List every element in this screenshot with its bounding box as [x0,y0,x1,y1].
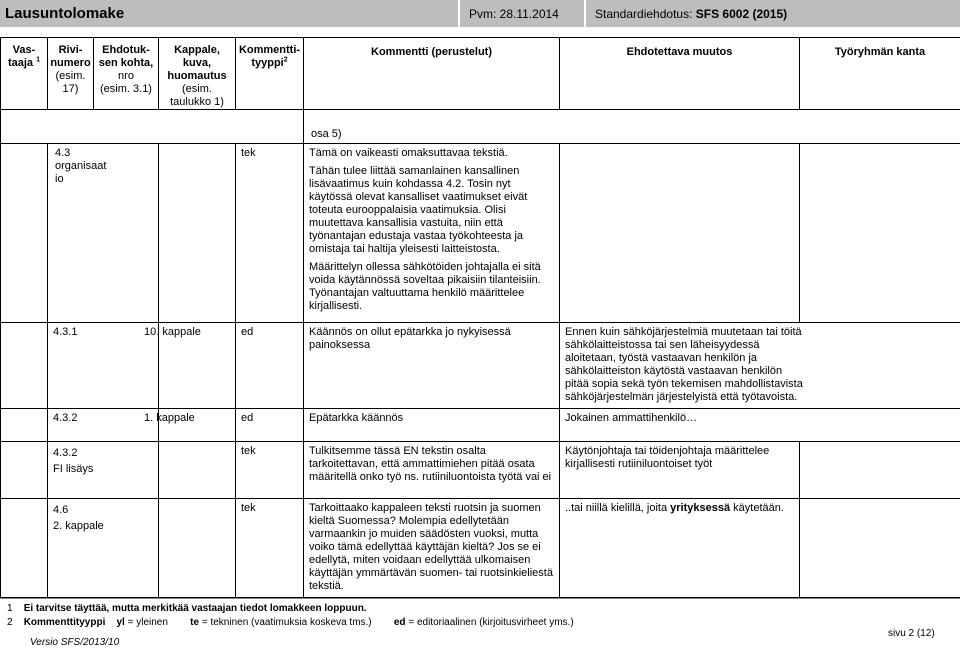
header-ehdotuksen-kohta: Ehdotuk- sen kohta, nro (esim. 3.1) [94,38,159,110]
header-ehdotettava-muutos: Ehdotettava muutos [560,38,800,110]
header-continuation-text: osa 5) [311,128,342,140]
header-tyoryhman-kanta: Työryhmän kanta [800,38,960,110]
cell-change[interactable]: Käytönjohtaja tai töidenjohtaja määrittelee kirjallisesti rutiiniluontoiset työt [560,442,800,499]
cell-type[interactable]: ed [236,409,304,442]
table-row [1,499,960,598]
emphasized-word: yrityksessä [670,502,731,514]
comment-table [0,37,960,598]
cell-comment[interactable]: Tarkoittaako kappaleen teksti ruotsin ja suomen kieltä Suomessa? Molempia edellytetään varmaankin jo muiden säädösten vuoksi, mutta voiko tämä edellyttää käyttäjän kieltä? Jos se ei edellytä, miten voidaan edellyttää ulkomaisen käyttäjän ymmärtävän suomen- tai ruotsinkieliestä tekstiä. [304,499,560,598]
header-kommenttityyppi: Kommentti- tyyppi$^2$ [236,38,304,110]
header-continuation-row [1,110,960,144]
cell-change[interactable]: ..tai niillä kielillä, joita yrityksessä käytetään. [560,499,800,598]
footnote-2: 2 Kommenttityyppi yl = yleinen te = tekninen (vaatimuksia koskeva tms.) ed = editoriaalinen (kirjoitusvirheet yms.) [7,617,574,628]
table-row [1,409,960,442]
header-kommentti: Kommentti (perustelut) [304,38,560,110]
form-header-bar [0,0,960,27]
cell-change[interactable]: Ennen kuin sähköjärjestelmiä muutetaan tai töitä sähkölaitteistossa tai sen läheisyydessä aloitetaan, työstä vastaavan henkilön ja sähkölaitteiston käytöstä vastaavan henkilön pitää sopia sekä työn tekemisen mahdollistavista sähköjärjestelmän järjestelyistä että työtavoista. [560,323,960,409]
header-kappale: Kappale, kuva, huomautus (esim. taulukko 1) [159,38,236,110]
form-title: Lausuntolomake [0,0,458,27]
version-label: Versio SFS/2013/10 [30,637,120,648]
cell-comment[interactable] [304,144,560,323]
cell-stance[interactable] [800,442,960,499]
table-row [1,323,960,409]
footnote-1: 1 Ei tarvitse täyttää, mutta merkitkää vastaajan tiedot lomakkeen loppuun. [7,603,367,614]
cell-paragraph[interactable] [159,499,236,598]
comment-paragraph: Määrittelyn ollessa sähkötöiden johtajalla ei sitä voida käytännössä soveltaa pikaisiin tilanteisiin. Työnantajan valtuuttama henkilö määrittelee kirjallisesti. [309,261,541,312]
comment-paragraph: Tähän tulee liittää samanlainen kansallinen lisävaatimus kuin kohdassa 4.2. Tosin nyt käytössä olevat kansalliset vaatimukset eivät toteuta eurooppalaisia vaatimuksia. Olisi muutettava kansallisia vastuita, niin että työnantajan edustaja vastaa työkohteesta ja omistaja tai haltija yleisesti laitteistosta. [309,165,528,255]
header-rivinumero: Rivi- numero (esim. 17) [48,38,94,110]
standard-id: SFS 6002 (2015) [695,7,788,21]
cell-paragraph[interactable]: 1. kappale [159,409,236,442]
header-vastaaja: Vas- taaja $^1$ [1,38,48,110]
page-number: sivu 2 (12) [888,628,935,639]
cell-change[interactable]: Jokainen ammattihenkilö… [560,409,960,442]
standard-proposal [586,0,960,27]
table-row [1,144,960,323]
cell-comment[interactable]: Käännös on ollut epätarkka jo nykyisessä painoksessa [304,323,560,409]
comment-paragraph: Tämä on vaikeasti omaksuttavaa tekstiä. [309,147,508,159]
cell-stance[interactable] [800,144,960,323]
cell-comment[interactable]: Tulkitsemme tässä EN tekstin osalta tarkoitettavan, että ammattimiehen pitää osata määritellä onko työ ns. rutiiniluontoista työtä vai ei [304,442,560,499]
cell-paragraph[interactable] [159,144,236,323]
header-row [1,38,960,110]
form-date: Pvm: 28.11.2014 [460,0,584,27]
cell-section[interactable]: 4.3 organisaat io [48,144,159,323]
cell-type[interactable]: tek [236,499,304,598]
cell-section[interactable]: 4.3.2 [48,409,159,442]
cell-type[interactable]: ed [236,323,304,409]
cell-type[interactable]: tek [236,442,304,499]
cell-paragraph[interactable] [159,442,236,499]
cell-stance[interactable] [800,499,960,598]
footnote-divider [0,598,960,599]
cell-change[interactable] [560,144,800,323]
cell-section[interactable]: 4.3.1 [48,323,159,409]
standard-prefix: Standardiehdotus: [595,7,696,21]
cell-comment[interactable]: Epätarkka käännös [304,409,560,442]
cell-paragraph[interactable]: 10. kappale [159,323,236,409]
cell-section[interactable]: 4.3.2 FI lisäys [48,442,159,499]
cell-type[interactable]: tek [236,144,304,323]
cell-section[interactable]: 4.6 2. kappale [48,499,159,598]
table-row [1,442,960,499]
